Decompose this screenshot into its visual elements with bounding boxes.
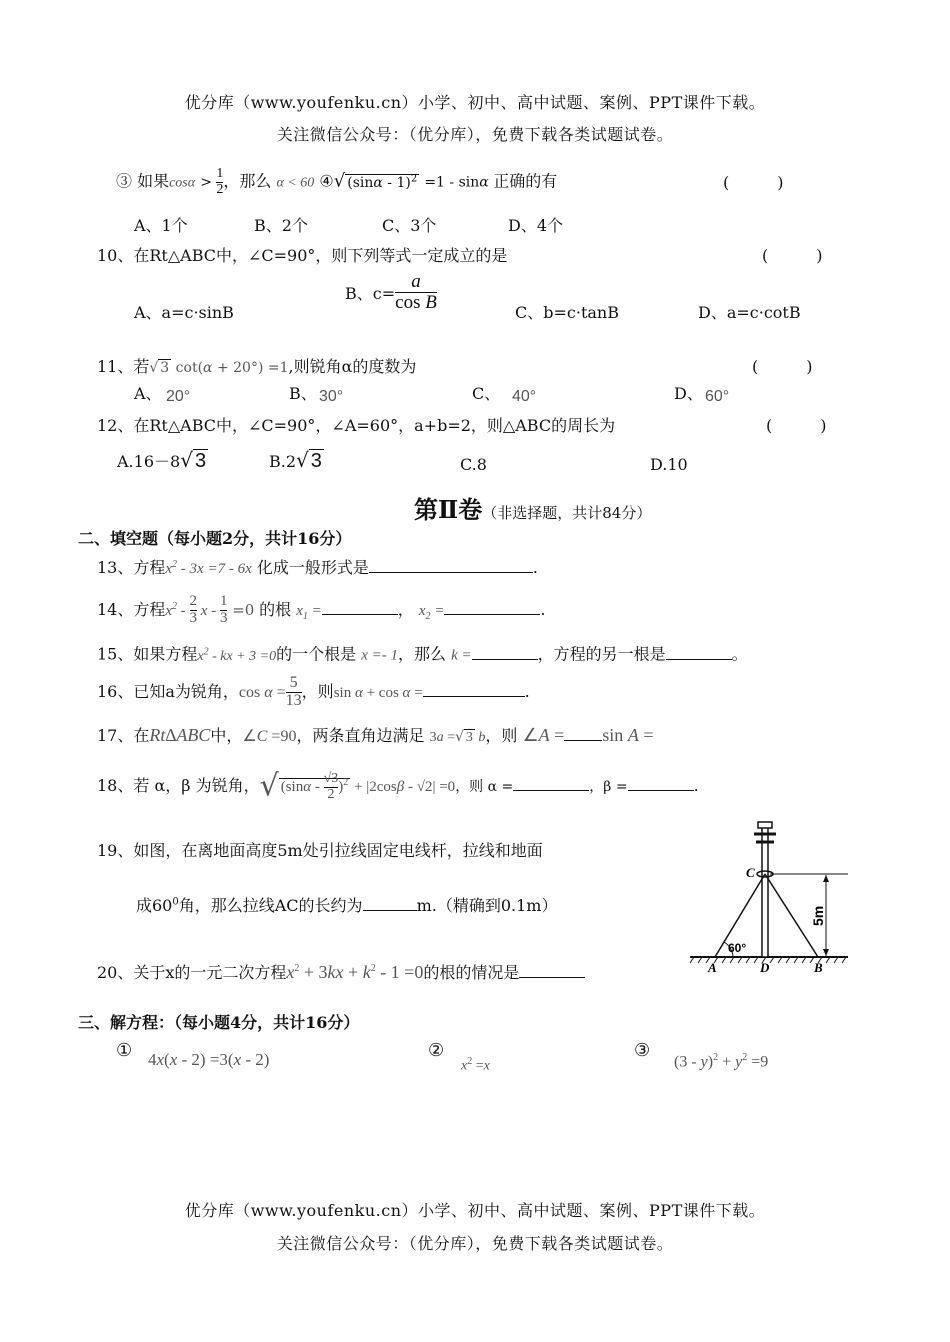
q19-line2-prefix: 成60: [136, 896, 173, 915]
equation-1: 4x(x - 2) =3(x - 2): [148, 1050, 270, 1069]
q19-line2: 成$60^0$角，那么拉线AC的长约为 m.（精确到0.1m）: [136, 896, 558, 915]
q17-mid3: ，则: [485, 726, 518, 745]
q11-suffix: ,则锐角α的度数为: [288, 357, 417, 376]
q18-beta-blank[interactable]: [628, 775, 694, 791]
q10-option-a: A、a=c·sinB: [134, 303, 234, 322]
q14-prefix: 14、方程: [97, 600, 166, 619]
q14: 14、方程$x^2$ - $\frac{2}{3}$ x - $\frac{1}{3}$ =0 的根 $x_1$ = ， $x_2$ = .: [97, 593, 546, 626]
q11-option-b-value: 30°: [319, 388, 344, 405]
q17-mid2: ，两条直角边满足: [296, 726, 425, 745]
q16-prefix: 16、已知a为锐角，: [97, 682, 239, 701]
q12-option-a: A.16－8√ 3: [117, 448, 207, 472]
q13-suffix: 化成一般形式是: [256, 558, 369, 577]
q9-option-b: B、2个: [254, 216, 308, 235]
label-b: B: [814, 960, 823, 975]
label-c: C: [746, 865, 755, 880]
label-angle: 60°: [728, 941, 747, 955]
section2-heading: 二、填空题（每小题2分，共计16分）: [78, 529, 352, 548]
q20-answer-blank[interactable]: [519, 962, 585, 978]
q19-line2-end: m.（精确到0.1m）: [416, 896, 558, 915]
q12-option-d: D.10: [650, 455, 688, 474]
q19-line1: 19、如图，在离地面高度5m处引拉线固定电线杆，拉线和地面: [97, 841, 543, 860]
equation-2: $x^2 =x$: [461, 1056, 490, 1074]
section3-heading: 三、解方程：（每小题4分，共计16分）: [78, 1013, 360, 1032]
q9-paren: ( ): [723, 173, 784, 192]
q16: 16、已知a为锐角，cos α = $\frac{5}{13}$ ，则sin α + cos α = .: [97, 674, 530, 709]
arrow-up: [823, 875, 829, 882]
q12-option-b: B.2√ 3: [269, 448, 322, 472]
q18: 18、若 α，β 为锐角，√ (sinα - $\frac{√3}{2}$ )$^2$ + |2cosβ - √2| =0，则 α = ，β = .: [97, 768, 699, 804]
eq1-number: ①: [116, 1040, 133, 1061]
q10-paren: ( ): [762, 246, 823, 265]
q11-prefix: 11、若: [97, 357, 150, 376]
pole-figure: [686, 818, 854, 978]
q15-mid2: ，那么: [397, 644, 446, 664]
q9-item3-mid: ，那么: [223, 171, 272, 191]
q9-tail: 正确的有: [493, 171, 558, 191]
q13: 13、方程$x^2 - 3x =7 - 6x$ 化成一般形式是 .: [97, 558, 538, 577]
q17-angle-blank[interactable]: [564, 725, 602, 741]
q9-option-c: C、3个: [382, 216, 437, 235]
q15-root-blank[interactable]: [666, 644, 732, 660]
q16-answer-blank[interactable]: [423, 681, 525, 697]
part2-subtitle: （非选择题，共计84分）: [482, 504, 652, 522]
arrow-down: [823, 949, 829, 956]
eq2-number: ②: [428, 1040, 445, 1061]
pole: [762, 826, 768, 957]
part2-heading: [414, 494, 651, 526]
q10-option-b-prefix: B、c=: [345, 283, 396, 303]
q20-prefix: 20、关于x的一元二次方程: [97, 963, 287, 982]
eq3-number: ③: [634, 1040, 651, 1061]
q9-item4-prefix: ④: [319, 171, 334, 191]
label-d: D: [760, 960, 770, 975]
q12-text: 12、在Rt△ABC中，∠C=90°，∠A=60°，a+b=2，则△ABC的周长为: [97, 416, 616, 435]
pole-top: [758, 822, 772, 828]
q11-option-c-value: 40°: [512, 388, 537, 405]
q15-end: 。: [731, 644, 748, 664]
q11-option-a-label: A、: [134, 384, 162, 403]
label-a: A: [708, 960, 717, 975]
q10-option-d: D、a=c·cotB: [698, 303, 801, 322]
q17: 17、在Rt∆ABC中，∠C =90，两条直角边满足 3a =√ 3 b，则 ∠A = sin A =: [97, 725, 654, 745]
q11-text: 11、若√ 3 cot(α + 20°) =1,则锐角α的度数为: [97, 357, 417, 376]
equation-3: $(3 - y)^2 + y^2 =9$: [674, 1052, 769, 1071]
footer-line-1: 优分库（www.youfenku.cn）小学、初中、高中试题、案例、PPT课件下载。: [184, 1201, 766, 1220]
q10-option-c: C、b=c·tanB: [515, 303, 619, 322]
q13-prefix: 13、方程: [97, 558, 166, 577]
q14-mid: 的根: [259, 600, 292, 619]
q11-option-a-value: 20°: [166, 388, 191, 405]
q14-x1-blank[interactable]: [322, 599, 398, 615]
q15-k-blank[interactable]: [472, 644, 538, 660]
part2-title: 第Ⅱ卷: [414, 495, 483, 524]
q20-suffix: 的根的情况是: [423, 963, 520, 982]
q11-paren: ( ): [752, 357, 813, 376]
header-line-1: 优分库（www.youfenku.cn）小学、初中、高中试题、案例、PPT课件下载。: [184, 93, 766, 112]
q18-alpha-blank[interactable]: [513, 775, 589, 791]
header-line-2: 关注微信公众号：（优分库），免费下载各类试题试卷。: [276, 125, 674, 144]
q9-item3-prefix: ③ 如果: [116, 171, 170, 191]
footer-line-2: 关注微信公众号：（优分库），免费下载各类试题试卷。: [276, 1234, 674, 1253]
q13-answer-blank[interactable]: [369, 557, 533, 573]
q15-prefix: 15、如果方程: [97, 644, 198, 664]
q18-mid: ，则 α =: [455, 779, 514, 795]
q20: 20、关于x的一元二次方程$x^2 + 3kx + k^2 - 1 =0$的根的情况是: [97, 955, 585, 983]
q17-prefix: 17、在: [97, 726, 150, 745]
q11-option-b-label: B、: [289, 384, 317, 403]
q9-option-a: A、1个: [134, 216, 188, 235]
q11-option-d-value: 60°: [705, 388, 730, 405]
q19-answer-blank[interactable]: [363, 895, 417, 911]
q12-option-b-text: B.2: [269, 452, 297, 471]
q18-prefix: 18、若 α，β 为锐角，: [97, 776, 260, 795]
q18-mid2: ，β =: [589, 779, 628, 795]
q9-items-3-4: ③ 如果cosα > $\frac{1}{2}$ ，那么 α < 60 ④√ (sinα - 1)$^2$ =1 - sinα 正确的有: [116, 165, 558, 197]
q9-option-d: D、4个: [508, 216, 564, 235]
q11-option-d-label: D、: [674, 384, 703, 403]
q10-text: 10、在Rt△ABC中，∠C=90°，则下列等式一定成立的是: [97, 246, 508, 265]
q10-option-b: B、c= $\frac{a}{\text{cos B}}$: [345, 271, 437, 313]
q15-mid3: ，方程的另一根是: [537, 644, 666, 664]
q12-option-c: C.8: [460, 455, 487, 474]
q12-paren: ( ): [766, 416, 827, 435]
q15-mid: 的一个根是: [276, 644, 357, 664]
label-height: 5m: [810, 905, 826, 926]
q15: 15、如果方程$x^2$ - kx + 3 =0的一个根是 x =- 1，那么 k = ，方程的另一根是 。: [97, 644, 748, 664]
q17-mid: 中，: [210, 726, 243, 745]
q11-option-c-label: C、: [472, 384, 501, 403]
q16-mid: ，则: [301, 682, 334, 701]
q12-option-a-text: A.16－8: [117, 452, 181, 471]
q14-x2-blank[interactable]: [444, 599, 540, 615]
q14-sep: ，: [397, 600, 414, 619]
q19-line2-suffix: 角，那么拉线AC的长约为: [178, 896, 363, 915]
